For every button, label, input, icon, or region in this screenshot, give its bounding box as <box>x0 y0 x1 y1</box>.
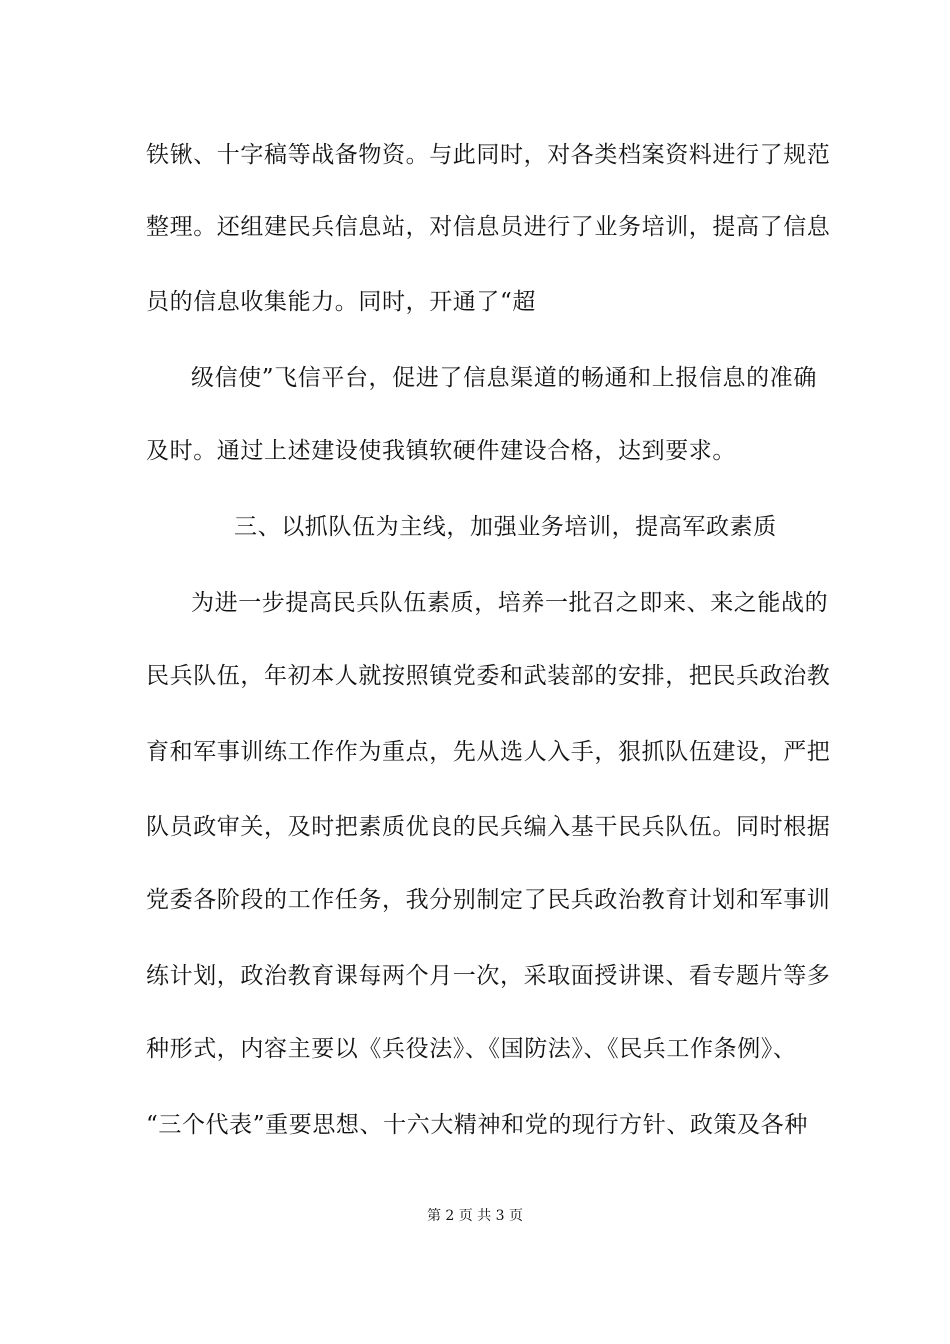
page-footer: 第 2 页 共 3 页 <box>426 1208 524 1224</box>
body-line-7: 为进一步提高民兵队伍素质，培养一批召之即来、来之能战的 <box>191 590 829 616</box>
body-line-5: 及时。通过上述建设使我镇软硬件建设合格，达到要求。 <box>146 438 736 464</box>
body-line-14: “三个代表”重要思想、十六大精神和党的现行方针、政策及各种 <box>146 1112 808 1138</box>
body-line-10: 队员政审关，及时把素质优良的民兵编入基干民兵队伍。同时根据 <box>146 814 831 840</box>
body-line-2: 整理。还组建民兵信息站，对信息员进行了业务培训，提高了信息 <box>146 214 831 240</box>
body-line-8: 民兵队伍，年初本人就按照镇党委和武装部的安排，把民兵政治教 <box>146 663 831 689</box>
body-line-12: 练计划，政治教育课每两个月一次，采取面授讲课、看专题片等多 <box>146 963 831 989</box>
body-line-13: 种形式，内容主要以《兵役法》、《国防法》、《民兵工作条例》、 <box>146 1036 797 1062</box>
body-line-3: 员的信息收集能力。同时，开通了“超 <box>146 289 536 315</box>
body-line-11: 党委各阶段的工作任务，我分别制定了民兵政治教育计划和军事训 <box>146 887 831 913</box>
body-line-9: 育和军事训练工作作为重点，先从选人入手，狠抓队伍建设，严把 <box>146 739 831 765</box>
body-line-1: 铁锹、十字稿等战备物资。与此同时，对各类档案资料进行了规范 <box>146 142 831 168</box>
section-heading: 三、以抓队伍为主线，加强业务培训，提高军政素质 <box>234 514 777 540</box>
body-line-4: 级信使”飞信平台，促进了信息渠道的畅通和上报信息的准确 <box>191 365 817 391</box>
